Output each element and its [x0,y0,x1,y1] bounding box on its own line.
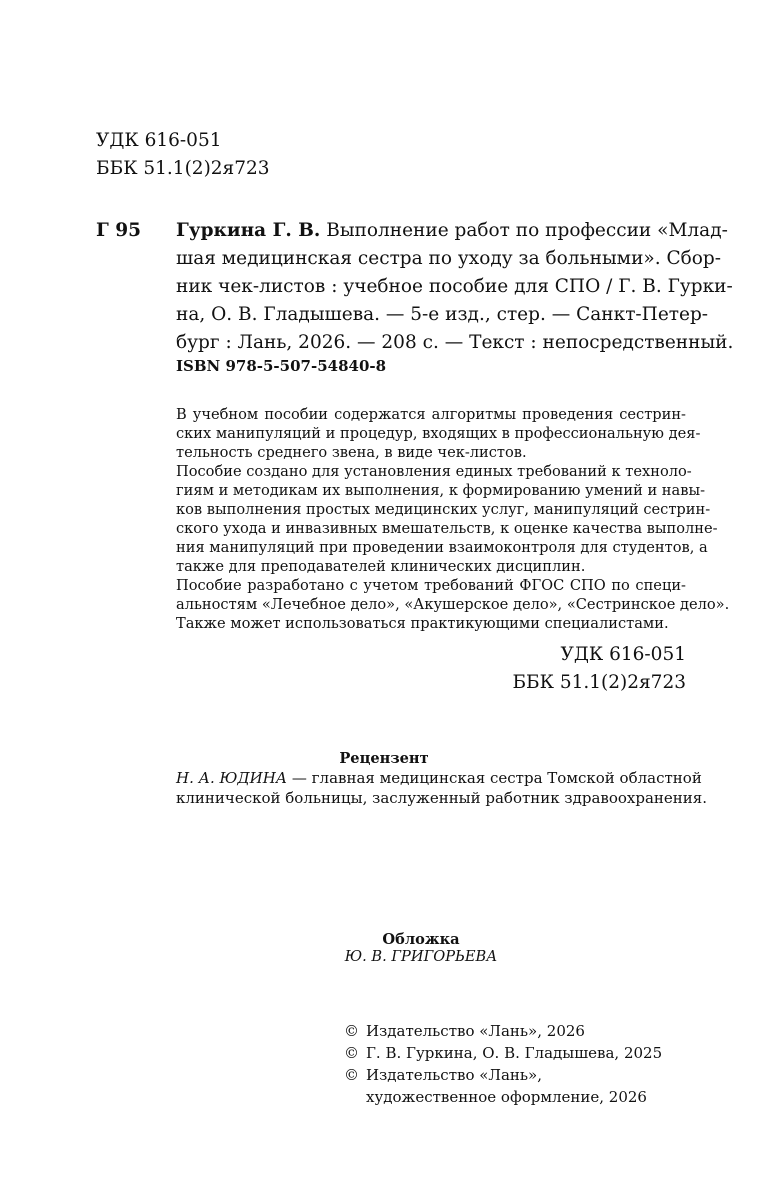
biblio-line: Гуркина Г. В. Выполнение работ по профессии «Млад- [176,220,728,241]
annotation-line: гиям и методикам их выполнения, к формированию умений и навы- [176,482,706,499]
reviewer-line: Н. А. ЮДИНА — главная медицинская сестра Томской областной [176,769,702,787]
reviewer-heading: Рецензент [339,750,429,767]
annotation-line: Пособие разработано с учетом требований ФГОС СПО по специ- [176,577,686,594]
biblio-line: бург : Лань, 2026. — 208 с. — Текст : непосредственный. [176,332,734,353]
annotation-line: также для преподавателей клинических дисциплин. [176,558,586,575]
copyright-icon: © [344,1022,359,1040]
annotation-line: альностям «Лечебное дело», «Акушерское дело», «Сестринское дело». [176,596,730,613]
annotation-line: В учебном пособии содержатся алгоритмы проведения сестрин- [176,406,686,423]
annotation-line: ского ухода и инвазивных вмешательств, к оценке качества выполне- [176,520,718,537]
annotation-line: ков выполнения простых медицинских услуг, манипуляций сестрин- [176,501,711,518]
reviewer-line: клинической больницы, заслуженный работник здравоохранения. [176,788,708,807]
udk-top: УДК 616-051 [96,130,222,151]
copyright-row: художественное оформление, 2026 [366,1088,647,1106]
annotation [176,405,730,633]
copyright-block [344,1020,662,1108]
udk-bottom: УДК 616-051 [560,644,686,665]
annotation-line: ния манипуляций при проведении взаимоконтроля для студентов, а [176,539,708,556]
copyright-icon: © [344,1066,359,1084]
copyright-icon: © [344,1044,359,1062]
biblio-line: ник чек-листов : учебное пособие для СПО / Г. В. Гурки- [176,276,733,297]
cover-designer-name: Ю. В. ГРИГОРЬЕВА [344,948,498,965]
annotation-line: ских манипуляций и процедур, входящих в профессиональную дея- [176,425,701,442]
bibliographic-record [176,217,734,357]
biblio-line: шая медицинская сестра по уходу за больными». Сбор- [176,248,722,269]
annotation-line: Пособие создано для установления единых требований к техноло- [176,463,692,480]
cutter-number: Г 95 [96,220,141,241]
bbk-bottom: ББК 51.1(2)2я723 [512,672,686,693]
biblio-line: на, О. В. Гладышева. — 5-е изд., стер. — Санкт-Петер- [176,304,709,325]
annotation-line: Также может использоваться практикующими специалистами. [176,615,669,632]
author-heading: Гуркина Г. В. [176,220,321,241]
copyright-row: © Издательство «Лань», 2026 [344,1022,585,1040]
copyright-row: © Г. В. Гуркина, О. В. Гладышева, 2025 [344,1044,663,1062]
reviewer-name: Н. А. ЮДИНА [176,769,288,787]
cover-heading: Обложка [382,931,460,948]
copyright-row: © Издательство «Лань», [344,1066,543,1084]
annotation-line: тельность среднего звена, в виде чек-листов. [176,444,527,461]
reviewer-info [176,769,708,809]
bbk-top: ББК 51.1(2)2я723 [96,158,270,179]
isbn: ISBN 978-5-507-54840-8 [176,357,387,375]
